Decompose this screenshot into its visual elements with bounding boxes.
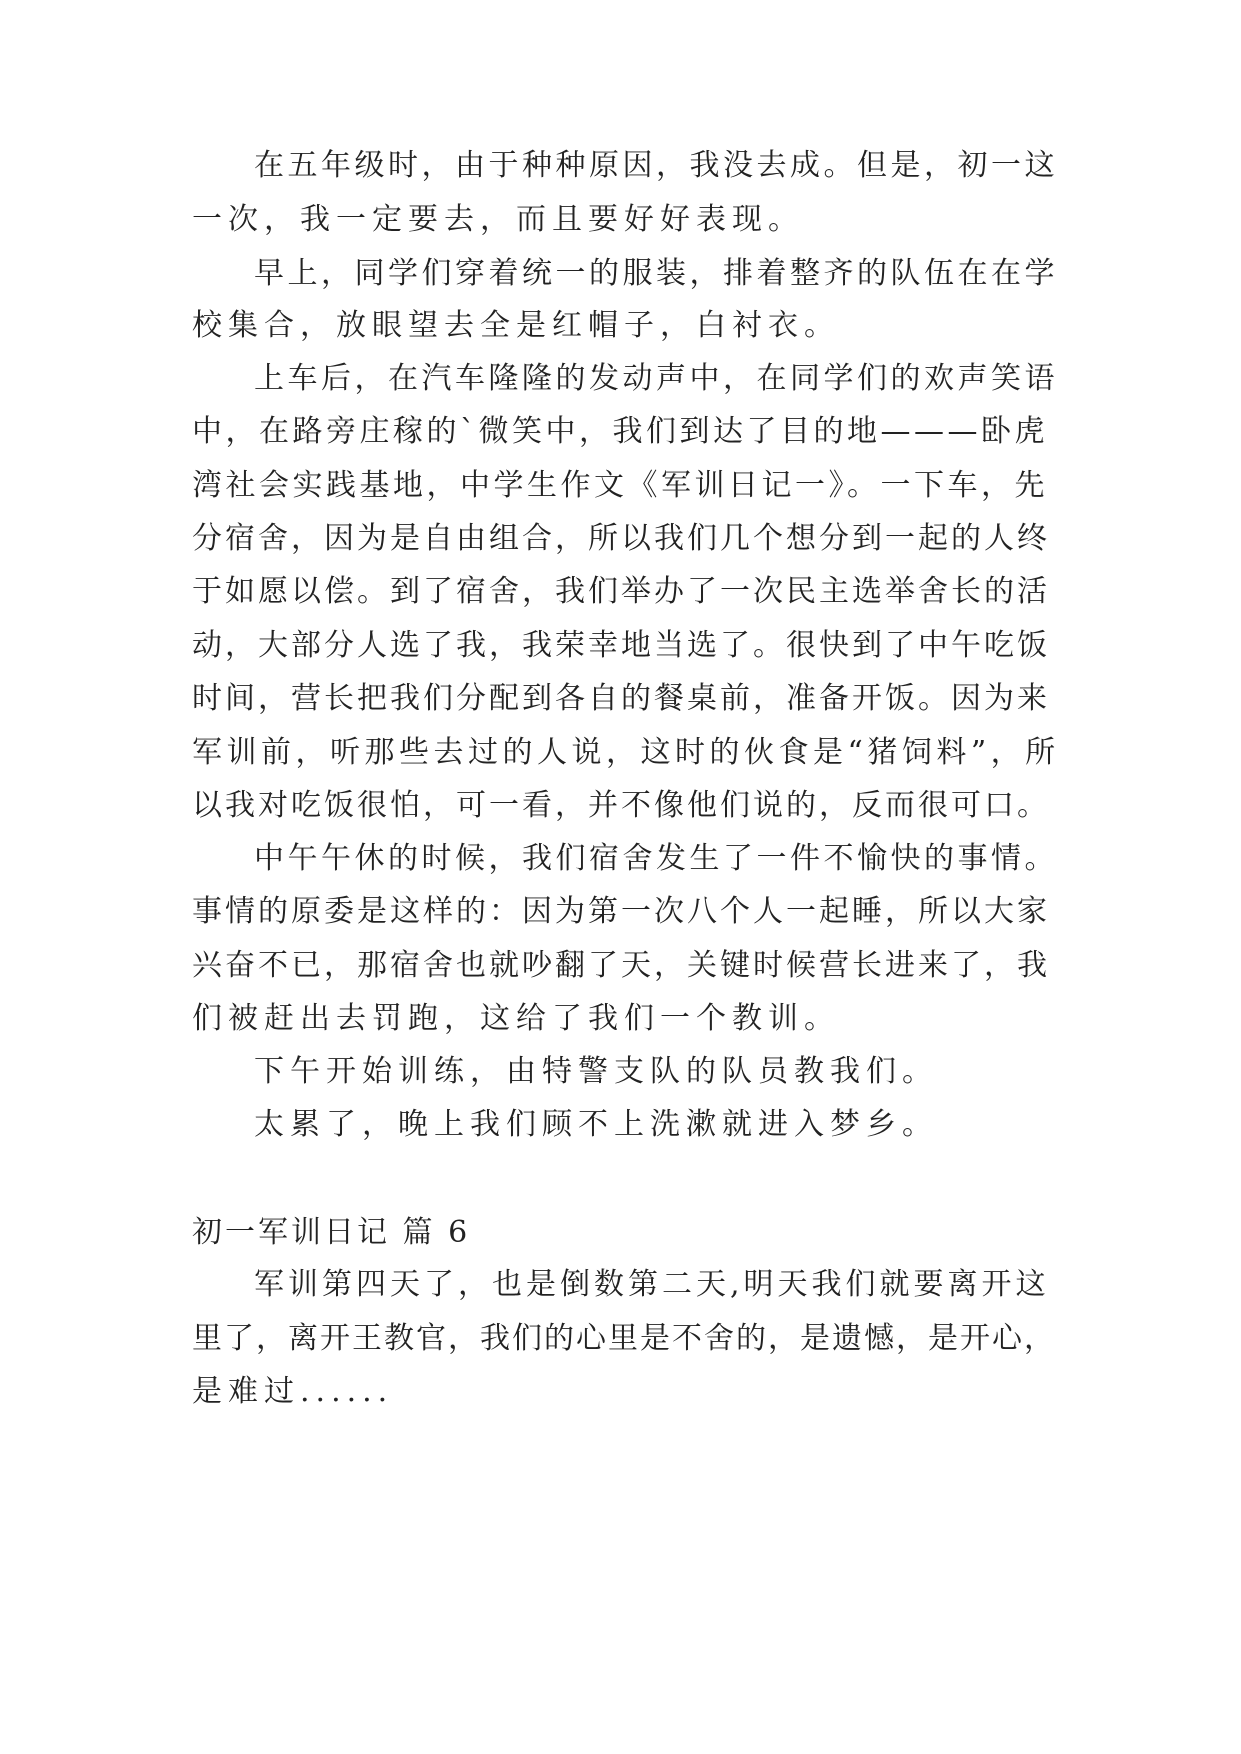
paragraph-line: 是难过......: [192, 1374, 394, 1409]
paragraph-line: 一次，我一定要去，而且要好好表现。: [192, 202, 804, 237]
paragraph-line: 以我对吃饭很怕，可一看，并不像他们说的，反而很可口。: [192, 788, 1050, 823]
paragraph-line: 动，大部分人选了我，我荣幸地当选了。很快到了中午吃饭: [192, 628, 1050, 663]
paragraph-line: 中午午休的时候，我们宿舍发生了一件不愉快的事情。: [254, 841, 1058, 876]
paragraph-line: 早上，同学们穿着统一的服装，排着整齐的队伍在在学: [254, 256, 1058, 291]
paragraph-line: 军训前，听那些去过的人说，这时的伙食是“猪饲料”，所: [192, 735, 1060, 770]
paragraph-line: 于如愿以偿。到了宿舍，我们举办了一次民主选举舍长的活: [192, 574, 1050, 609]
paragraph-line: 校集合，放眼望去全是红帽子，白衬衣。: [192, 308, 840, 343]
paragraph-line: 军训第四天了，也是倒数第二天,明天我们就要离开这: [254, 1267, 1050, 1302]
paragraph-line: 分宿舍，因为是自由组合，所以我们几个想分到一起的人终: [192, 521, 1050, 556]
paragraph-line: 时间，营长把我们分配到各自的餐桌前，准备开饭。因为来: [192, 681, 1050, 716]
paragraph-line: 事情的原委是这样的：因为第一次八个人一起睡，所以大家: [192, 894, 1050, 929]
paragraph-line: 里了，离开王教官，我们的心里是不舍的，是遗憾，是开心，: [192, 1321, 1056, 1356]
paragraph-line: 在五年级时，由于种种原因，我没去成。但是，初一这: [254, 148, 1058, 183]
paragraph-line: 湾社会实践基地，中学生作文《军训日记一》。一下车，先: [192, 468, 1048, 503]
paragraph-line: 们被赶出去罚跑，这给了我们一个教训。: [192, 1001, 840, 1036]
paragraph-line: 太累了，晚上我们顾不上洗漱就进入梦乡。: [254, 1107, 938, 1142]
paragraph-line: 兴奋不已，那宿舍也就吵翻了天，关键时候营长进来了，我: [192, 948, 1050, 983]
paragraph-line: 中，在路旁庄稼的`微笑中，我们到达了目的地———卧虎: [192, 414, 1048, 449]
paragraph-line: 上车后，在汽车隆隆的发动声中，在同学们的欢声笑语: [254, 361, 1058, 396]
paragraph-line: 下午开始训练，由特警支队的队员教我们。: [254, 1054, 938, 1089]
section-heading: 初一军训日记 篇 6: [192, 1215, 471, 1250]
